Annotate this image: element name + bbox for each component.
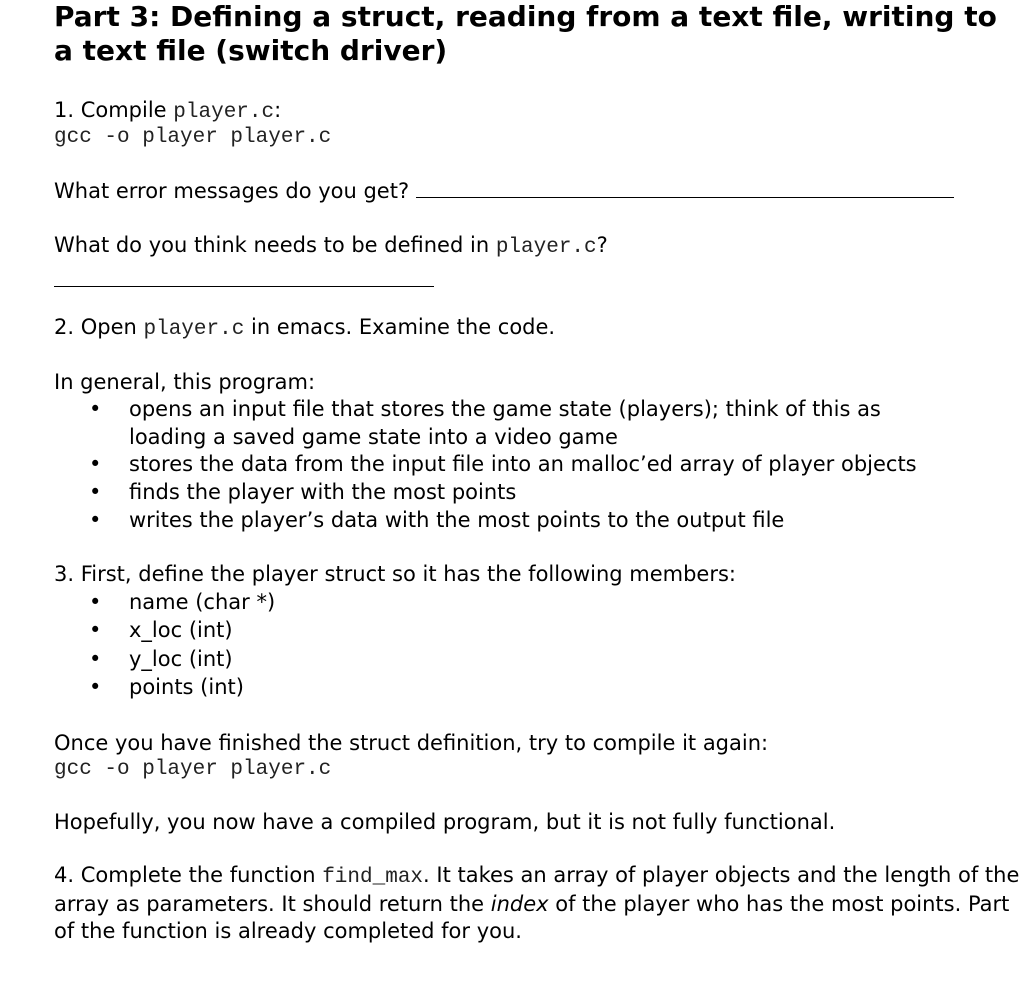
bullet-dot: •: [89, 480, 102, 504]
bullet-dot: •: [89, 675, 102, 699]
defined-answer-blank: [54, 268, 434, 287]
struct-member: name (char *): [129, 590, 276, 614]
step4-function-name: find_max: [322, 866, 424, 889]
struct-member: x_loc (int): [129, 618, 233, 642]
errors-question-text: What error messages do you get?: [54, 179, 410, 203]
step4-mid: . It takes an array of player objects and the length of the array as parameters. It should return the: [54, 863, 1020, 916]
step4-emphasis: index: [490, 892, 549, 916]
step3-intro: 3. First, define the player struct so it has the following members:: [54, 562, 736, 586]
step2-line: [54, 314, 555, 343]
step4-suffix: of the player who has the most points. Part of the function is already completed for you.: [54, 892, 1010, 943]
step4-prefix: 4. Complete the function: [54, 863, 323, 887]
errors-question-line: [54, 178, 954, 204]
defined-question-suffix: ?: [596, 233, 608, 257]
defined-question-line: [54, 232, 608, 261]
struct-member: points (int): [129, 675, 244, 699]
bullet-dot: •: [89, 508, 102, 532]
step1-suffix: :: [274, 98, 282, 122]
step2-prefix: 2. Open: [54, 315, 144, 339]
struct-member: y_loc (int): [129, 647, 233, 671]
hopefully-text: Hopefully, you now have a compiled program, but it is not fully functional.: [54, 810, 836, 834]
general-bullet: opens an input file that stores the game state (players); think of this as: [129, 397, 881, 421]
once-text: Once you have finished the struct definition, try to compile it again:: [54, 731, 769, 755]
step1-prefix: 1. Compile: [54, 98, 174, 122]
step2-filename: player.c: [143, 318, 245, 341]
step1-filename: player.c: [173, 101, 275, 124]
defined-question-filename: player.c: [495, 236, 597, 259]
step2-suffix: in emacs. Examine the code.: [244, 315, 556, 339]
bullet-dot: •: [89, 590, 102, 614]
step1-line: [54, 97, 281, 126]
general-bullet: stores the data from the input file into an malloc’ed array of player objects: [129, 452, 917, 476]
defined-question-prefix: What do you think needs to be defined in: [54, 233, 496, 257]
general-intro: In general, this program:: [54, 370, 316, 394]
bullet-dot: •: [89, 618, 102, 642]
page-title: Part 3: Defining a struct, reading from a text file, writing to a text file (switch driver): [54, 0, 997, 67]
step4-paragraph: [54, 862, 1020, 945]
bullet-dot: •: [89, 647, 102, 671]
bullet-dot: •: [89, 452, 102, 476]
bullet-dot: •: [89, 397, 102, 421]
general-bullet-continuation: loading a saved game state into a video game: [129, 425, 618, 449]
general-bullet: writes the player’s data with the most points to the output file: [129, 508, 785, 532]
general-bullet: finds the player with the most points: [129, 480, 517, 504]
once-command: gcc -o player player.c: [54, 758, 332, 781]
step1-command: gcc -o player player.c: [54, 126, 332, 149]
errors-answer-blank: [416, 179, 954, 198]
